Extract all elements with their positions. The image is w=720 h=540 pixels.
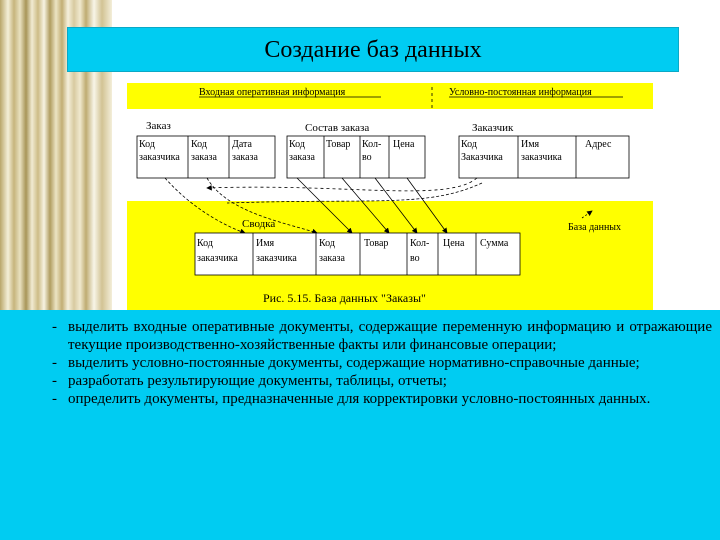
slide-title: Создание баз данных (264, 37, 482, 63)
svodka-col-6: Цена (443, 238, 465, 249)
sostav-label: Состав заказа (305, 122, 370, 134)
zakazchik-col-2: Имя заказчика (521, 139, 562, 163)
zakazchik-col-1: Код Заказчика (461, 139, 503, 163)
header-right: Условно-постоянная информация (449, 87, 592, 98)
header-left: Входная оперативная информация (199, 87, 346, 98)
db-label: База данных (568, 222, 622, 233)
title-bar (67, 27, 679, 72)
sostav-col-3: Кол-во (362, 139, 382, 163)
database-diagram (127, 83, 653, 310)
bullet-item-4: - определить документы, предназначенные для корректировки условно-постоянных данных. (52, 391, 651, 407)
arrow-9 (582, 211, 592, 218)
bullet-item-1: - выделить входные оперативные документы, содержащие переменную информацию и отражающие текущие производственно-хозяйственные факты или финансовые операции; (52, 319, 712, 353)
svodka-col-1: Код заказчика (197, 238, 238, 264)
zakaz-col-3: Дата заказа (232, 139, 258, 163)
svodka-table (195, 233, 520, 275)
svodka-col-4: Товар (364, 238, 389, 249)
svodka-label: Сводка (242, 218, 276, 230)
svodka-col-3: Код заказа (319, 238, 345, 264)
zakazchik-label: Заказчик (472, 122, 514, 134)
bullet-item-2: - выделить условно-постоянные документы, содержащие нормативно-справочные данные; (52, 355, 640, 371)
sostav-col-4: Цена (393, 139, 415, 150)
svodka-col-2: Имя заказчика (256, 238, 297, 264)
figure-caption: Рис. 5.15. База данных "Заказы" (263, 291, 426, 305)
sostav-col-2: Товар (326, 139, 351, 150)
sostav-col-1: Код заказа (289, 139, 315, 163)
body-text-area (0, 310, 720, 540)
svodka-col-5: Кол-во (410, 238, 430, 264)
zakaz-label: Заказ (146, 120, 171, 132)
zakaz-col-2: Код заказа (191, 139, 217, 163)
bullet-list (52, 318, 712, 408)
svodka-col-7: Сумма (480, 238, 509, 249)
database-figure (127, 83, 653, 310)
zakaz-col-1: Код заказчика (139, 139, 180, 163)
bullet-item-3: - разработать результирующие документы, таблицы, отчеты; (52, 373, 447, 389)
zakazchik-col-3: Адрес (585, 139, 612, 150)
